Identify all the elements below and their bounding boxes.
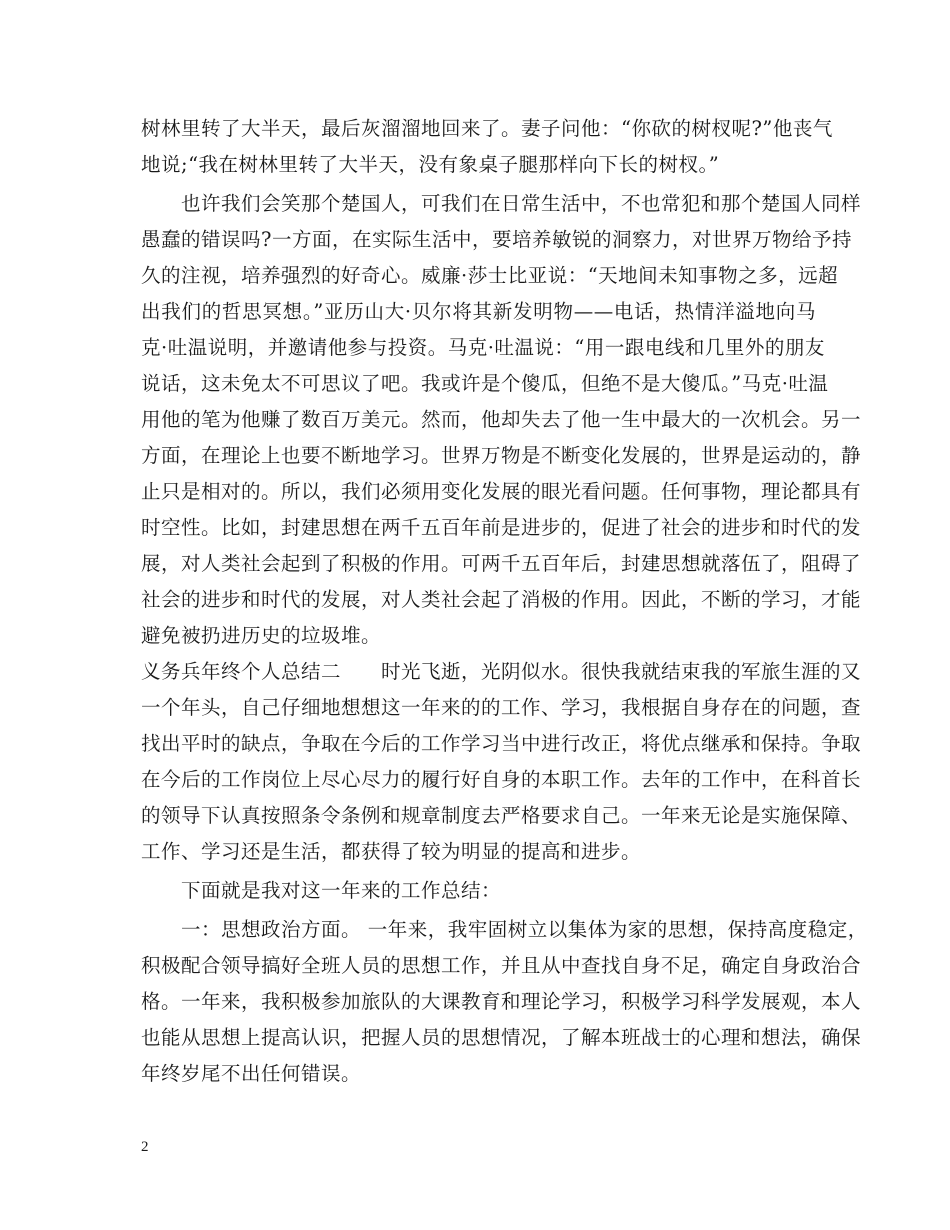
body-text-line: 克·吐温说明，并邀请他参与投资。马克·吐温说：“用一跟电线和几里外的朋友 bbox=[141, 336, 825, 359]
body-text-line: 树林里转了大半天，最后灰溜溜地回来了。妻子问他：“你砍的树杈呢?”他丧气 bbox=[141, 117, 833, 140]
body-text-line: 出我们的哲思冥想。”亚历山大·贝尔将其新发明物——电话，热情洋溢地向马 bbox=[141, 300, 816, 323]
body-text-line: 说话，这未免太不可思议了吧。我或许是个傻瓜，但绝不是大傻瓜。”马克·吐温 bbox=[141, 372, 829, 395]
body-text-line: 时空性。比如，封建思想在两千五百年前是进步的，促进了社会的进步和时代的发 bbox=[141, 516, 862, 539]
body-text-line: 一个年头，自己仔细地想想这一年来的的工作、学习，我根据自身存在的问题，查 bbox=[141, 696, 862, 719]
body-text-line: 年终岁尾不出任何错误。 bbox=[141, 1062, 362, 1085]
body-text-line: 工作、学习还是生活，都获得了较为明显的提高和进步。 bbox=[141, 840, 642, 863]
body-text-line: 久的注视，培养强烈的好奇心。威廉·莎士比亚说：“天地间未知事物之多，远超 bbox=[141, 264, 839, 287]
section-heading-line: 义务兵年终个人总结二 时光飞逝，光阴似水。很快我就结束我的军旅生涯的又 bbox=[141, 660, 862, 683]
body-text-line: 地说;“我在树林里转了大半天，没有象桌子腿那样向下长的树杈。” bbox=[141, 153, 720, 176]
body-text-line: 也许我们会笑那个楚国人，可我们在日常生活中，不也常犯和那个楚国人同样 bbox=[141, 192, 862, 215]
page-number: 2 bbox=[141, 1139, 149, 1155]
body-text-line: 格。一年来，我积极参加旅队的大课教育和理论学习，积极学习科学发展观，本人 bbox=[141, 990, 862, 1013]
body-text-line: 找出平时的缺点，争取在今后的工作学习当中进行改正，将优点继承和保持。争取 bbox=[141, 732, 862, 755]
body-text-line: 方面，在理论上也要不断地学习。世界万物是不断变化发展的，世界是运动的，静 bbox=[141, 444, 862, 467]
body-text-line: 避免被扔进历史的垃圾堆。 bbox=[141, 624, 382, 647]
body-text-line: 止只是相对的。所以，我们必须用变化发展的眼光看问题。任何事物，理论都具有 bbox=[141, 480, 862, 503]
body-text-line: 积极配合领导搞好全班人员的思想工作，并且从中查找自身不足，确定自身政治合 bbox=[141, 954, 862, 977]
body-text-line: 的领导下认真按照条令条例和规章制度去严格要求自己。一年来无论是实施保障、 bbox=[141, 804, 862, 827]
body-text-line: 也能从思想上提高认识，把握人员的思想情况，了解本班战士的心理和想法，确保 bbox=[141, 1026, 862, 1049]
body-text-line: 展，对人类社会起到了积极的作用。可两千五百年后，封建思想就落伍了，阻碍了 bbox=[141, 552, 862, 575]
body-text-line: 社会的进步和时代的发展，对人类社会起了消极的作用。因此，不断的学习，才能 bbox=[141, 588, 862, 611]
body-text-line: 下面就是我对这一年来的工作总结： bbox=[141, 879, 502, 902]
body-text-line: 愚蠢的错误吗?一方面，在实际生活中，要培养敏锐的洞察力，对世界万物给予持 bbox=[141, 228, 852, 251]
body-text-line: 在今后的工作岗位上尽心尽力的履行好自身的本职工作。去年的工作中，在科首长 bbox=[141, 768, 862, 791]
body-text-line: 一：思想政治方面。 一年来，我牢固树立以集体为家的思想，保持高度稳定， bbox=[141, 918, 868, 941]
body-text-line: 用他的笔为他赚了数百万美元。然而，他却失去了他一生中最大的一次机会。另一 bbox=[141, 408, 862, 431]
